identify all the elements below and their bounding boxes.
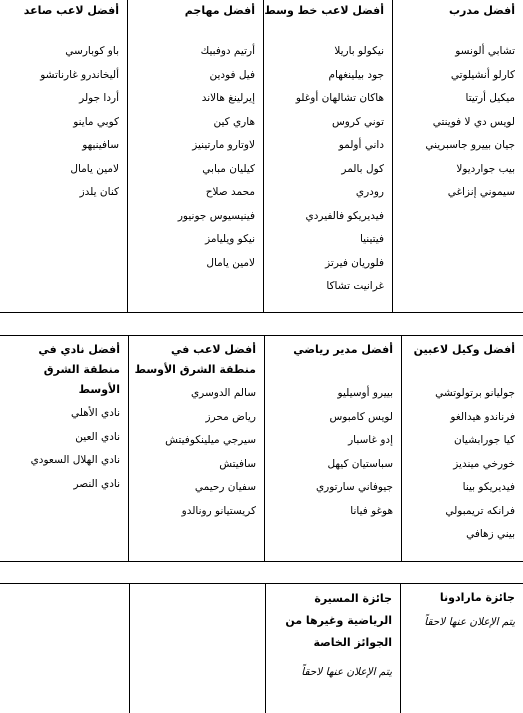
- career-award-note: يتم الإعلان عنها لاحقاً: [301, 666, 392, 678]
- list-item: فرانكه تريمبولي: [445, 504, 515, 517]
- maradona-award-cell: [401, 584, 523, 713]
- list-item: هاري كين: [213, 115, 255, 128]
- list-item: نادي النصر: [73, 477, 120, 490]
- maradona-award-note: يتم الإعلان عنها لاحقاً: [424, 616, 515, 628]
- list-item: أليخاندرو غارناتشو: [40, 68, 119, 81]
- list-item: كارلو أنشيلوتي: [450, 68, 515, 81]
- best-midfielder-cell: [264, 0, 392, 312]
- awards-table-1: [0, 0, 523, 313]
- list-item: كيليان مبابي: [202, 162, 255, 175]
- list-item: إيرلينغ هالاند: [201, 92, 255, 104]
- list-item: بيني زهافي: [466, 528, 515, 540]
- list-item: رياض محرز: [205, 410, 256, 423]
- list-item: سيرجي ميلينكوفيتش: [165, 434, 256, 446]
- best-middle-east-player-list: [129, 382, 256, 523]
- best-midfielder-header: أفضل لاعب خط وسط: [264, 4, 384, 17]
- list-item: توني كروس: [331, 115, 384, 128]
- best-sporting-director-header: أفضل مدير رياضي: [293, 343, 393, 356]
- list-item: سالم الدوسري: [190, 387, 256, 399]
- list-item: لامين يامال: [70, 162, 119, 175]
- list-item: بييرو أوسيليو: [337, 387, 393, 399]
- list-item: كيا جورابشيان: [454, 434, 515, 446]
- list-item: سافينيهو: [82, 139, 119, 151]
- list-item: سافيتش: [219, 457, 256, 470]
- best-coach-header: أفضل مدرب: [448, 4, 515, 17]
- list-item: جوليانو برتولوتشي: [435, 387, 515, 399]
- best-forward-cell: [128, 0, 263, 312]
- list-item: إدو غاسبار: [348, 434, 393, 446]
- list-item: رودري: [355, 186, 384, 198]
- best-coach-cell: [393, 0, 523, 312]
- best-forward-list: [128, 40, 255, 275]
- best-middle-east-club-header: أفضل نادي في منطقة الشرق الأوسط: [38, 343, 120, 396]
- list-item: نيكولو باريلا: [334, 45, 384, 57]
- best-middle-east-player-cell: [129, 336, 264, 561]
- list-item: غرانيت تشاكا: [326, 280, 384, 292]
- best-young-player-cell: [0, 0, 127, 312]
- list-item: فرناندو هيدالغو: [450, 410, 515, 423]
- list-item: باو كوبارسي: [65, 45, 119, 57]
- best-agent-cell: [402, 336, 523, 561]
- best-sporting-director-list: [265, 382, 393, 523]
- career-award-cell: [266, 584, 400, 713]
- list-item: ميكيل أرتيتا: [465, 92, 515, 104]
- best-agent-list: [402, 382, 515, 547]
- best-midfielder-list: [264, 40, 384, 299]
- maradona-award-header: جائزة مارادونا: [439, 591, 515, 604]
- list-item: فيل فودين: [209, 68, 255, 81]
- list-item: لويس كامبوس: [329, 410, 393, 423]
- list-item: جود بيلينغهام: [328, 68, 384, 81]
- awards-table-3: [0, 583, 523, 713]
- empty-cell: [0, 584, 129, 713]
- list-item: نادي الأهلي: [70, 407, 120, 419]
- list-item: نيكو ويليامز: [205, 233, 255, 245]
- list-item: فينيسيوس جونيور: [177, 209, 255, 222]
- awards-table-2: [0, 335, 523, 562]
- list-item: خورخي مينديز: [453, 457, 515, 470]
- list-item: بيب جوارديولا: [456, 162, 515, 175]
- list-item: نادي الهلال السعودي: [30, 454, 120, 466]
- best-young-player-header: أفضل لاعب صاعد: [23, 4, 119, 17]
- list-item: كوبي ماينو: [73, 115, 119, 128]
- list-item: تشابي ألونسو: [455, 45, 515, 57]
- list-item: فيتينيا: [359, 233, 384, 245]
- list-item: سباستيان كيهل: [327, 457, 393, 470]
- list-item: هاكان تشالهان أوغلو: [295, 92, 384, 104]
- list-item: داني أولمو: [338, 139, 384, 151]
- best-coach-list: [393, 40, 515, 205]
- list-item: جيوفاني سارتوري: [315, 481, 393, 493]
- list-item: فلوريان فيرتز: [325, 256, 384, 269]
- list-item: كنان يلدز: [79, 186, 119, 198]
- best-middle-east-club-cell: [0, 336, 128, 561]
- list-item: أردا جولر: [79, 92, 119, 104]
- best-sporting-director-cell: [265, 336, 401, 561]
- list-item: أرتيم دوفبيك: [200, 45, 255, 57]
- best-forward-header: أفضل مهاجم: [184, 4, 255, 17]
- list-item: فيديريكو بينا: [462, 481, 515, 493]
- empty-cell: [130, 584, 265, 713]
- best-middle-east-club-list: [0, 402, 120, 496]
- list-item: محمد صلاح: [205, 186, 255, 198]
- list-item: كول بالمر: [341, 162, 384, 175]
- list-item: جيان بييرو جاسبريني: [425, 139, 515, 151]
- list-item: كريستيانو رونالدو: [181, 504, 256, 517]
- list-item: فيديريكو فالفيردي: [305, 209, 384, 222]
- career-award-header: جائزة المسيرة الرياضية وغيرها من الجوائز الخاصة: [285, 592, 392, 649]
- best-agent-header: أفضل وكيل لاعبين: [413, 343, 515, 356]
- list-item: لويس دي لا فوينتي: [432, 115, 515, 128]
- list-item: هوغو فيانا: [350, 504, 393, 517]
- list-item: سيموني إنزاغي: [447, 186, 515, 198]
- list-item: نادي العين: [75, 430, 120, 443]
- list-item: سفيان رحيمي: [194, 481, 256, 493]
- list-item: لاوتارو مارتينيز: [192, 139, 255, 151]
- best-young-player-list: [0, 40, 119, 205]
- best-middle-east-player-header: أفضل لاعب في منطقة الشرق الأوسط: [134, 343, 256, 376]
- list-item: لامين يامال: [206, 256, 255, 269]
